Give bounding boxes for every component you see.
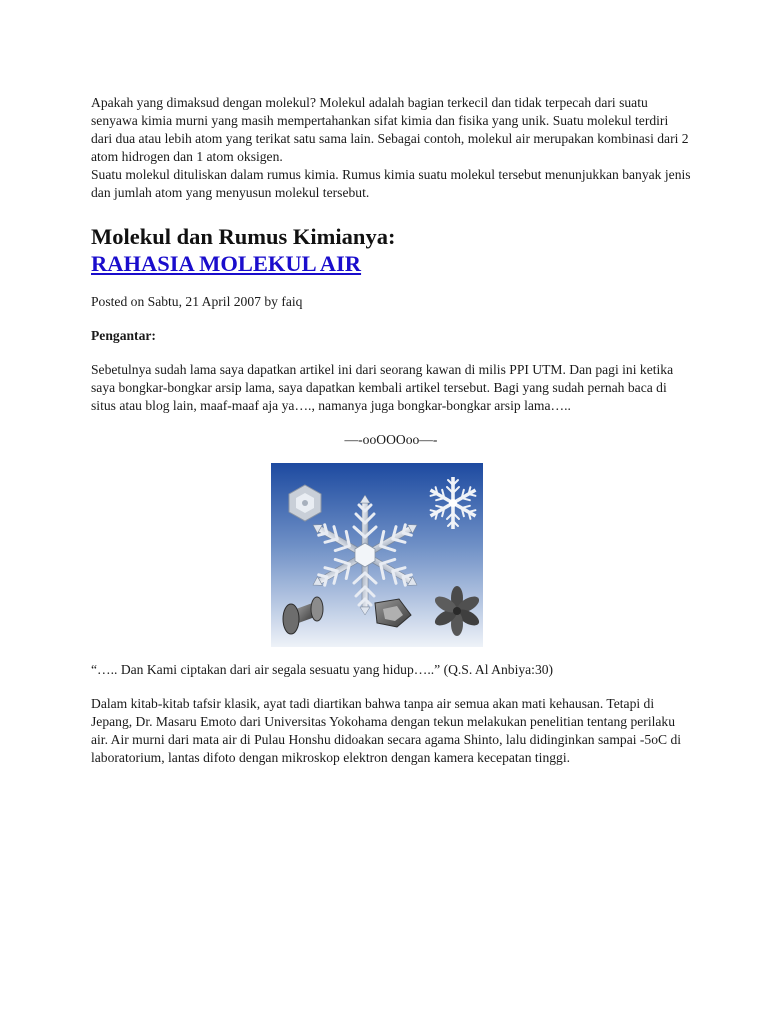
figure-wrapper (91, 463, 691, 647)
article-title: Molekul dan Rumus Kimianya: (91, 224, 396, 249)
intro-section (91, 94, 691, 202)
pengantar-heading: Pengantar: (91, 328, 156, 343)
document-page (91, 94, 691, 767)
article-title-link[interactable]: RAHASIA MOLEKUL AIR (91, 251, 362, 276)
post-meta: Posted on Sabtu, 21 April 2007 by faiq (91, 294, 303, 309)
section-divider: —-ooOOOoo—- (344, 432, 438, 447)
quran-quote: “….. Dan Kami ciptakan dari air segala sesuatu yang hidup…..” (Q.S. Al Anbiya:30) (91, 662, 554, 677)
intro-paragraph-2: Suatu molekul dituliskan dalam rumus kimia. Rumus kimia suatu molekul tersebut menunjukkan banyak jenis dan jumlah atom yang menyusun molekul tersebut. (91, 167, 691, 200)
snowflake-photo (271, 463, 483, 647)
intro-paragraph-1: Apakah yang dimaksud dengan molekul? Molekul adalah bagian terkecil dan tidak terpecah dari suatu senyawa kimia murni yang masih mempertahankan sifat kimia dan fisika yang unik. Suatu molekul terdiri dari dua atau lebih atom yang terikat satu sama lain. Sebagai contoh, molekul air merupakan kombinasi dari 2 atom hidrogen dan 1 atom oksigen. (91, 95, 689, 164)
body-paragraph: Dalam kitab-kitab tafsir klasik, ayat tadi diartikan bahwa tanpa air semua akan mati kehausan. Tetapi di Jepang, Dr. Masaru Emoto dari Universitas Yokohama dengan tekun melakukan penelitian tentang perilaku air. Air murni dari mata air di Pulau Honshu didoakan secara agama Shinto, lalu didinginkan sampai -5oC di laboratorium, lantas difoto dengan mikroskop elektron dengan kamera kecepatan tinggi. (91, 696, 682, 765)
pengantar-paragraph: Sebetulnya sudah lama saya dapatkan artikel ini dari seorang kawan di milis PPI UTM. Dan pagi ini ketika saya bongkar-bongkar arsip lama, saya dapatkan kembali artikel tersebut. Bagi yang sudah pernah baca di situs atau blog lain, maaf-maaf aja ya…., namanya juga bongkar-bongkar arsip lama….. (91, 362, 674, 413)
